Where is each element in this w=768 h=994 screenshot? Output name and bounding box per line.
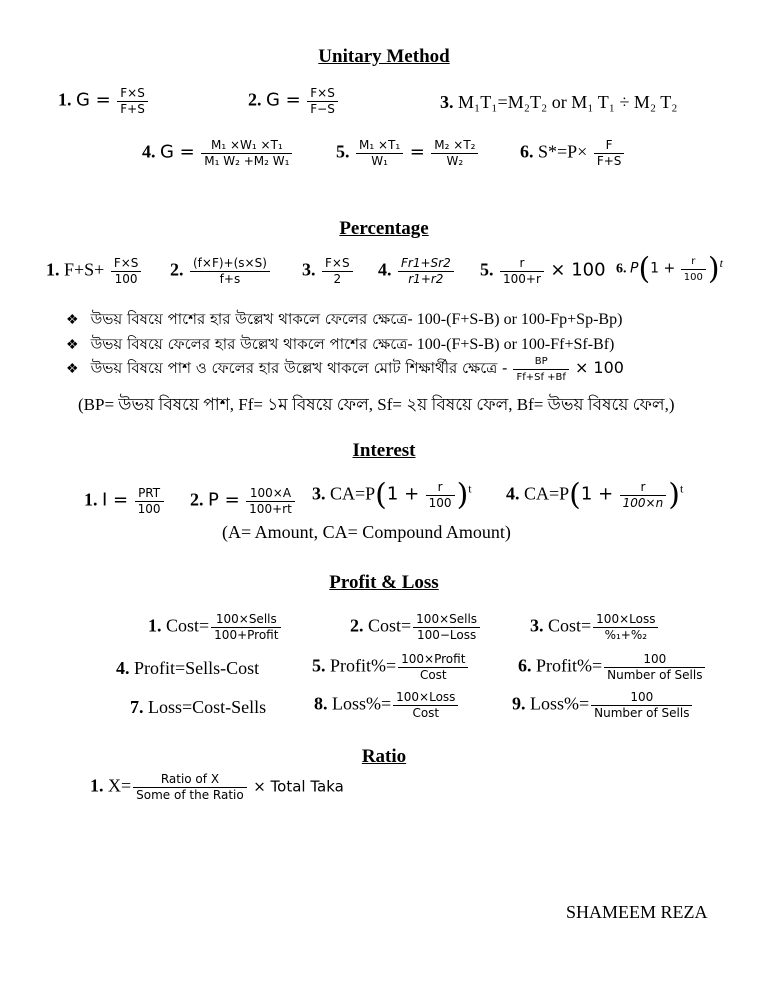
fraction: $\frac{\text{100×Loss}}{\text{Cost}}$: [393, 690, 458, 721]
fraction: $\frac{\text{100×Sells}}{\text{100+Profit}}$: [211, 612, 281, 643]
interest-formula-2: 2. P = $\frac{100\times A}{100+rt}$: [190, 486, 297, 517]
fraction: $\frac{BP}{Ff+Sf +Bf}$: [513, 354, 568, 385]
diamond-bullet-icon: ❖: [66, 338, 79, 353]
percentage-formula-4: 4. $\frac{Fr1+Sr2}{r1+r2}$: [378, 256, 456, 287]
percentage-formula-5: 5. $\frac{r}{100+r}$ × 100: [480, 256, 606, 286]
interest-formula-1: 1. I = $\frac{\text{PRT}}{100}$: [84, 486, 166, 517]
fraction: $\frac{\text{M₁ ×W₁ ×T₁}}{\text{M₁ W₂ +M₂ W₁}}$: [201, 138, 292, 169]
profit-loss-formula-9: 9. Loss%= $\frac{100}{\text{Number of Sells}}$: [512, 690, 694, 721]
interest-formula-4: 4. CA=P(1 + $\frac{r}{100\times n}$ )$^t$: [506, 477, 684, 513]
fraction: $\frac{\text{PRT}}{100}$: [135, 486, 164, 517]
fraction: $\frac{(f\times F)+(s\times S)}{f+s}$: [190, 256, 270, 287]
diamond-bullet-icon: ❖: [66, 362, 79, 378]
fraction: $\frac{100}{\text{Number of Sells}}$: [591, 690, 692, 721]
fraction: $\frac{F\times S}{2}$: [322, 256, 353, 287]
fraction: $\frac{r}{100\times n}$: [620, 480, 667, 511]
unitary-formula-6: 6. S*=P× $\frac{F}{F+S}$: [520, 138, 626, 169]
fraction: $\frac{F}{F+S}$: [594, 138, 625, 169]
diamond-bullet-icon: ❖: [66, 313, 79, 328]
section-title-percentage: Percentage: [339, 218, 429, 239]
author-signature: SHAMEEM REZA: [566, 902, 708, 922]
profit-loss-formula-1: 1. Cost= $\frac{\text{100×Sells}}{\text{100+Profit}}$: [148, 612, 283, 643]
fraction: $\frac{100}{\text{Number of Sells}}$: [604, 652, 705, 683]
profit-loss-formula-2: 2. Cost= $\frac{\text{100×Sells}}{\text{100−Loss}}$: [350, 612, 482, 643]
fraction: $\frac{r}{100}$: [681, 254, 706, 285]
bullet-item-2: ❖ উভয় বিষয়ে ফেলের হার উল্লেখ থাকলে পাশের ক্ষেত্রে- 100-(F+S-B) or 100-Ff+Sf-Bf): [66, 335, 615, 353]
fraction: $\frac{\text{100×Loss}}{\text{\%₁+\%₂}}$: [593, 612, 658, 643]
fraction: $\frac{r}{100+r}$: [500, 256, 544, 287]
fraction: $\frac{F\times S}{F-S}$: [307, 86, 338, 117]
fraction: $\frac{\text{M₁ ×T₁}}{\text{W₁}}$: [356, 138, 403, 169]
percentage-legend: (BP= উভয় বিষয়ে পাশ, Ff= ১ম বিষয়ে ফেল, Sf= ২য় বিষয়ে ফেল, Bf= উভয় বিষয়ে ফেল,): [78, 395, 675, 414]
fraction: $\frac{\text{Ratio of X}}{\text{Some of the Ratio}}$: [133, 772, 247, 803]
section-title-ratio: Ratio: [361, 746, 407, 767]
fraction: $\frac{\text{100×Profit}}{\text{Cost}}$: [398, 652, 468, 683]
profit-loss-formula-3: 3. Cost= $\frac{\text{100×Loss}}{\text{\%₁+\%₂}}$: [530, 612, 660, 643]
unitary-formula-5: 5. $\frac{\text{M₁ ×T₁}}{\text{W₁}}$ = $\frac{\text{M₂ ×T₂}}{\text{W₂}}$: [336, 138, 480, 169]
percentage-formula-3: 3. $\frac{F\times S}{2}$: [302, 256, 355, 287]
interest-formula-3: 3. CA=P(1 + $\frac{r}{100}$ )$^t$: [312, 477, 472, 513]
fraction: $\frac{Fr1+Sr2}{r1+r2}$: [398, 256, 454, 287]
bullet-item-1: ❖ উভয় বিষয়ে পাশের হার উল্লেখ থাকলে ফেলের ক্ষেত্রে- 100-(F+S-B) or 100-Fp+Sp-Bp): [66, 310, 623, 328]
percentage-formula-2: 2. $\frac{(f\times F)+(s\times S)}{f+s}$: [170, 256, 272, 287]
profit-loss-formula-8: 8. Loss%= $\frac{\text{100×Loss}}{\text{Cost}}$: [314, 690, 460, 721]
ratio-formula-1: 1. X= $\frac{\text{Ratio of X}}{\text{Some of the Ratio}}$ × Total Taka: [90, 772, 344, 802]
unitary-formula-2: 2. G = $\frac{F\times S}{F-S}$: [248, 86, 340, 117]
fraction: $\frac{\text{M₂ ×T₂}}{\text{W₂}}$: [431, 138, 478, 169]
unitary-formula-3: 3. M₁T₁=M₂T₂ or M₁ T₁ ÷ M₂ T₂: [440, 92, 678, 112]
profit-loss-formula-7: 7. Loss=Cost-Sells: [130, 697, 267, 717]
section-title-unitary: Unitary Method: [318, 46, 450, 67]
section-title-profit-loss: Profit & Loss: [329, 572, 439, 593]
interest-note: (A= Amount, CA= Compound Amount): [222, 522, 511, 542]
fraction: $\frac{100\times A}{100+rt}$: [246, 486, 295, 517]
section-title-interest: Interest: [352, 440, 416, 461]
fraction: $\frac{F\times S}{F+S}$: [117, 86, 148, 117]
fraction: $\frac{r}{100}$: [426, 480, 455, 511]
fraction: $\frac{F\times S}{100}$: [111, 256, 142, 287]
percentage-formula-6: 6. P(1 + $\frac{r}{100}$ )t: [616, 251, 723, 287]
percentage-formula-1: 1. F+S+ $\frac{F\times S}{100}$: [46, 256, 143, 287]
unitary-formula-1: 1. G = $\frac{F\times S}{F+S}$: [58, 86, 150, 117]
fraction: $\frac{\text{100×Sells}}{\text{100−Loss}}$: [413, 612, 480, 643]
profit-loss-formula-5: 5. Profit%= $\frac{\text{100×Profit}}{\text{Cost}}$: [312, 652, 470, 683]
profit-loss-formula-6: 6. Profit%= $\frac{100}{\text{Number of Sells}}$: [518, 652, 707, 683]
bullet-item-3: ❖ উভয় বিষয়ে পাশ ও ফেলের হার উল্লেখ থাকলে মোট শিক্ষার্থীর ক্ষেত্রে - $\frac{BP}{Ff+Sf +Bf}$ × 100: [66, 356, 624, 383]
profit-loss-formula-4: 4. Profit=Sells-Cost: [116, 658, 260, 678]
unitary-formula-4: 4. G = $\frac{\text{M₁ ×W₁ ×T₁}}{\text{M₁ W₂ +M₂ W₁}}$: [142, 138, 294, 169]
